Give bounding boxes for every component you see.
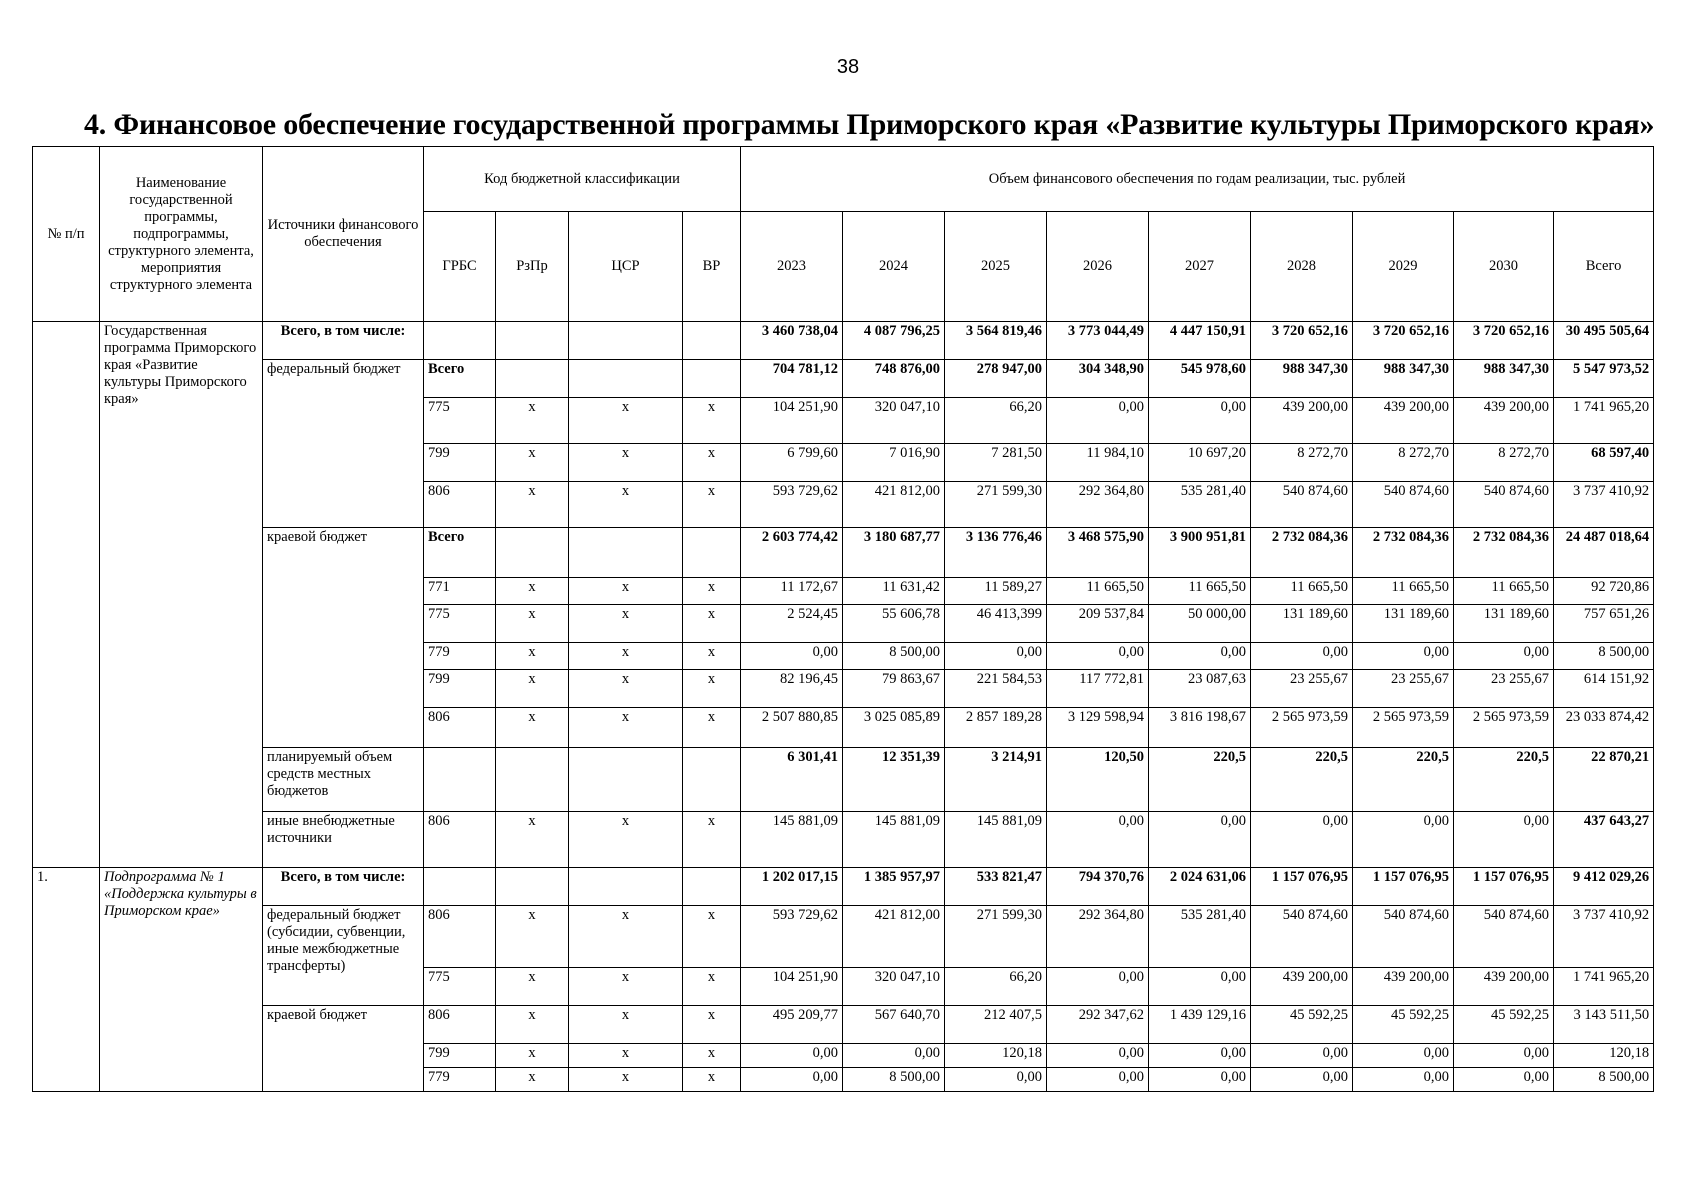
vr-cell: х xyxy=(683,968,741,1006)
vr-cell: х xyxy=(683,1068,741,1092)
grbs-cell: 775 xyxy=(424,968,496,1006)
year-value-cell: 2 565 973,59 xyxy=(1353,708,1454,748)
year-value-cell: 11 665,50 xyxy=(1251,578,1353,605)
year-value-cell: 292 347,62 xyxy=(1047,1006,1149,1044)
empty-cell xyxy=(496,528,569,578)
year-value-cell: 11 631,42 xyxy=(843,578,945,605)
year-value-cell: 10 697,20 xyxy=(1149,444,1251,482)
year-value-cell: 220,5 xyxy=(1353,748,1454,812)
year-value-cell: 0,00 xyxy=(1047,968,1149,1006)
year-value-cell: 439 200,00 xyxy=(1454,398,1554,444)
csr-cell: х xyxy=(569,968,683,1006)
year-value-cell: 11 665,50 xyxy=(1454,578,1554,605)
year-value-cell: 439 200,00 xyxy=(1353,398,1454,444)
year-value-cell: 0,00 xyxy=(1454,1044,1554,1068)
table-body xyxy=(33,147,1654,1092)
year-value-cell: 220,5 xyxy=(1454,748,1554,812)
csr-cell: х xyxy=(569,578,683,605)
year-value-cell: 4 087 796,25 xyxy=(843,322,945,360)
year-value-cell: 0,00 xyxy=(741,643,843,670)
rzpr-cell: х xyxy=(496,1044,569,1068)
header-grbs: ГРБС xyxy=(424,212,496,322)
empty-cell xyxy=(683,322,741,360)
vr-cell: х xyxy=(683,670,741,708)
empty-cell xyxy=(683,868,741,906)
header-rzpr: РзПр xyxy=(496,212,569,322)
year-value-cell: 540 874,60 xyxy=(1251,906,1353,968)
csr-cell: х xyxy=(569,1006,683,1044)
year-value-cell: 1 202 017,15 xyxy=(741,868,843,906)
year-value-cell: 2 732 084,36 xyxy=(1353,528,1454,578)
csr-cell: х xyxy=(569,906,683,968)
vr-cell: х xyxy=(683,708,741,748)
year-value-cell: 23 087,63 xyxy=(1149,670,1251,708)
csr-cell: х xyxy=(569,812,683,868)
year-value-cell: 567 640,70 xyxy=(843,1006,945,1044)
grbs-cell: 799 xyxy=(424,670,496,708)
total-value-cell: 22 870,21 xyxy=(1554,748,1654,812)
year-value-cell: 212 407,5 xyxy=(945,1006,1047,1044)
table-row xyxy=(33,322,1654,360)
year-value-cell: 535 281,40 xyxy=(1149,482,1251,528)
header-year: 2023 xyxy=(741,212,843,322)
year-value-cell: 0,00 xyxy=(945,1068,1047,1092)
total-value-cell: 120,18 xyxy=(1554,1044,1654,1068)
year-value-cell: 8 500,00 xyxy=(843,643,945,670)
year-value-cell: 0,00 xyxy=(843,1044,945,1068)
empty-cell xyxy=(683,528,741,578)
vr-cell: х xyxy=(683,578,741,605)
year-value-cell: 120,50 xyxy=(1047,748,1149,812)
total-value-cell: 1 741 965,20 xyxy=(1554,968,1654,1006)
grbs-cell: 779 xyxy=(424,1068,496,1092)
source-federal: федеральный бюджет (субсидии, субвенции, иные межбюджетные трансферты) xyxy=(263,906,424,1006)
year-value-cell: 2 603 774,42 xyxy=(741,528,843,578)
program-name: Государственная программа Приморского края «Развитие культуры Приморского края» xyxy=(100,322,263,868)
year-value-cell: 220,5 xyxy=(1149,748,1251,812)
grbs-cell: 799 xyxy=(424,1044,496,1068)
year-value-cell: 0,00 xyxy=(1149,1068,1251,1092)
vr-cell: х xyxy=(683,605,741,643)
year-value-cell: 988 347,30 xyxy=(1353,360,1454,398)
year-value-cell: 0,00 xyxy=(1047,812,1149,868)
page-number: 38 xyxy=(836,56,860,78)
year-value-cell: 117 772,81 xyxy=(1047,670,1149,708)
year-value-cell: 421 812,00 xyxy=(843,482,945,528)
rzpr-cell: х xyxy=(496,643,569,670)
year-value-cell: 1 157 076,95 xyxy=(1353,868,1454,906)
year-value-cell: 0,00 xyxy=(1047,643,1149,670)
year-value-cell: 540 874,60 xyxy=(1454,906,1554,968)
source-other: иные внебюджетные источники xyxy=(263,812,424,868)
year-value-cell: 11 172,67 xyxy=(741,578,843,605)
year-value-cell: 2 524,45 xyxy=(741,605,843,643)
empty-cell xyxy=(424,322,496,360)
total-value-cell: 3 737 410,92 xyxy=(1554,482,1654,528)
rzpr-cell: х xyxy=(496,398,569,444)
year-value-cell: 131 189,60 xyxy=(1251,605,1353,643)
year-value-cell: 3 460 738,04 xyxy=(741,322,843,360)
empty-cell xyxy=(683,360,741,398)
csr-cell: х xyxy=(569,643,683,670)
year-value-cell: 11 589,27 xyxy=(945,578,1047,605)
year-value-cell: 593 729,62 xyxy=(741,482,843,528)
year-value-cell: 545 978,60 xyxy=(1149,360,1251,398)
year-value-cell: 0,00 xyxy=(1149,968,1251,1006)
year-value-cell: 0,00 xyxy=(1149,1044,1251,1068)
rzpr-cell: х xyxy=(496,444,569,482)
empty-cell xyxy=(683,748,741,812)
year-value-cell: 0,00 xyxy=(741,1044,843,1068)
total-value-cell: 5 547 973,52 xyxy=(1554,360,1654,398)
csr-cell: х xyxy=(569,398,683,444)
year-value-cell: 0,00 xyxy=(1251,643,1353,670)
year-value-cell: 278 947,00 xyxy=(945,360,1047,398)
year-value-cell: 145 881,09 xyxy=(843,812,945,868)
csr-cell: х xyxy=(569,708,683,748)
grbs-cell: 799 xyxy=(424,444,496,482)
year-value-cell: 0,00 xyxy=(1353,812,1454,868)
year-value-cell: 439 200,00 xyxy=(1454,968,1554,1006)
year-value-cell: 11 665,50 xyxy=(1353,578,1454,605)
year-value-cell: 320 047,10 xyxy=(843,398,945,444)
year-value-cell: 988 347,30 xyxy=(1251,360,1353,398)
financing-table xyxy=(32,146,1654,1092)
year-value-cell: 50 000,00 xyxy=(1149,605,1251,643)
year-value-cell: 1 385 957,97 xyxy=(843,868,945,906)
header-source: Источники финансового обеспечения xyxy=(263,147,424,322)
year-value-cell: 0,00 xyxy=(1353,1044,1454,1068)
header-year: 2027 xyxy=(1149,212,1251,322)
year-value-cell: 104 251,90 xyxy=(741,398,843,444)
total-value-cell: 614 151,92 xyxy=(1554,670,1654,708)
rzpr-cell: х xyxy=(496,1068,569,1092)
header-num: № п/п xyxy=(33,147,100,322)
year-value-cell: 0,00 xyxy=(1047,1068,1149,1092)
grbs-cell: 806 xyxy=(424,1006,496,1044)
year-value-cell: 6 799,60 xyxy=(741,444,843,482)
year-value-cell: 0,00 xyxy=(741,1068,843,1092)
vr-cell: х xyxy=(683,482,741,528)
year-value-cell: 0,00 xyxy=(1149,643,1251,670)
header-code-group: Код бюджетной классификации xyxy=(424,147,741,212)
total-value-cell: 3 737 410,92 xyxy=(1554,906,1654,968)
year-value-cell: 439 200,00 xyxy=(1251,968,1353,1006)
year-value-cell: 3 564 819,46 xyxy=(945,322,1047,360)
year-value-cell: 3 025 085,89 xyxy=(843,708,945,748)
subprogram-num: 1. xyxy=(33,868,100,1092)
year-value-cell: 82 196,45 xyxy=(741,670,843,708)
year-value-cell: 0,00 xyxy=(1149,398,1251,444)
csr-cell: х xyxy=(569,670,683,708)
year-value-cell: 439 200,00 xyxy=(1353,968,1454,1006)
empty-cell xyxy=(569,528,683,578)
rzpr-cell: х xyxy=(496,670,569,708)
year-value-cell: 8 272,70 xyxy=(1251,444,1353,482)
vr-cell: х xyxy=(683,1006,741,1044)
grbs-cell: Всего xyxy=(424,528,496,578)
rzpr-cell: х xyxy=(496,968,569,1006)
header-name: Наименование государственной программы, подпрограммы, структурного элемента, мероприятия структурного элемента xyxy=(100,147,263,322)
year-value-cell: 3 900 951,81 xyxy=(1149,528,1251,578)
empty-cell xyxy=(569,868,683,906)
header-total: Всего xyxy=(1554,212,1654,322)
year-value-cell: 439 200,00 xyxy=(1251,398,1353,444)
year-value-cell: 8 272,70 xyxy=(1454,444,1554,482)
year-value-cell: 0,00 xyxy=(1454,1068,1554,1092)
year-value-cell: 145 881,09 xyxy=(741,812,843,868)
year-value-cell: 292 364,80 xyxy=(1047,482,1149,528)
year-value-cell: 495 209,77 xyxy=(741,1006,843,1044)
source-regional: краевой бюджет xyxy=(263,528,424,748)
vr-cell: х xyxy=(683,812,741,868)
rzpr-cell: х xyxy=(496,906,569,968)
grbs-cell: 775 xyxy=(424,605,496,643)
year-value-cell: 2 024 631,06 xyxy=(1149,868,1251,906)
header-year: 2025 xyxy=(945,212,1047,322)
year-value-cell: 66,20 xyxy=(945,968,1047,1006)
empty-cell xyxy=(496,360,569,398)
vr-cell: х xyxy=(683,398,741,444)
year-value-cell: 23 255,67 xyxy=(1454,670,1554,708)
total-value-cell: 30 495 505,64 xyxy=(1554,322,1654,360)
year-value-cell: 131 189,60 xyxy=(1454,605,1554,643)
rzpr-cell: х xyxy=(496,1006,569,1044)
grbs-cell: 806 xyxy=(424,906,496,968)
year-value-cell: 593 729,62 xyxy=(741,906,843,968)
grbs-cell: Всего xyxy=(424,360,496,398)
subprogram-name: Подпрограмма № 1 «Поддержка культуры в Приморском крае» xyxy=(100,868,263,1092)
table-row xyxy=(33,528,1654,578)
year-value-cell: 320 047,10 xyxy=(843,968,945,1006)
rzpr-cell: х xyxy=(496,812,569,868)
empty-cell xyxy=(496,748,569,812)
vr-cell: х xyxy=(683,1044,741,1068)
header-year: 2030 xyxy=(1454,212,1554,322)
grbs-cell: 779 xyxy=(424,643,496,670)
year-value-cell: 11 665,50 xyxy=(1149,578,1251,605)
csr-cell: х xyxy=(569,605,683,643)
empty-cell xyxy=(496,868,569,906)
total-value-cell: 8 500,00 xyxy=(1554,1068,1654,1092)
grbs-cell: 806 xyxy=(424,708,496,748)
total-value-cell: 68 597,40 xyxy=(1554,444,1654,482)
year-value-cell: 11 984,10 xyxy=(1047,444,1149,482)
year-value-cell: 2 565 973,59 xyxy=(1454,708,1554,748)
year-value-cell: 220,5 xyxy=(1251,748,1353,812)
year-value-cell: 11 665,50 xyxy=(1047,578,1149,605)
table-row xyxy=(33,906,1654,968)
year-value-cell: 3 720 652,16 xyxy=(1251,322,1353,360)
total-value-cell: 9 412 029,26 xyxy=(1554,868,1654,906)
csr-cell: х xyxy=(569,482,683,528)
year-value-cell: 131 189,60 xyxy=(1353,605,1454,643)
year-value-cell: 23 255,67 xyxy=(1251,670,1353,708)
total-value-cell: 8 500,00 xyxy=(1554,643,1654,670)
year-value-cell: 45 592,25 xyxy=(1353,1006,1454,1044)
year-value-cell: 3 468 575,90 xyxy=(1047,528,1149,578)
year-value-cell: 1 439 129,16 xyxy=(1149,1006,1251,1044)
year-value-cell: 0,00 xyxy=(945,643,1047,670)
year-value-cell: 55 606,78 xyxy=(843,605,945,643)
empty-cell xyxy=(569,748,683,812)
source-total-label: Всего, в том числе: xyxy=(263,322,424,360)
header-year: 2024 xyxy=(843,212,945,322)
year-value-cell: 2 732 084,36 xyxy=(1251,528,1353,578)
empty-cell xyxy=(424,748,496,812)
rzpr-cell: х xyxy=(496,482,569,528)
year-value-cell: 0,00 xyxy=(1047,1044,1149,1068)
source-total-label: Всего, в том числе: xyxy=(263,868,424,906)
year-value-cell: 3 816 198,67 xyxy=(1149,708,1251,748)
table-row xyxy=(33,360,1654,398)
grbs-cell: 806 xyxy=(424,812,496,868)
header-vr: ВР xyxy=(683,212,741,322)
year-value-cell: 271 599,30 xyxy=(945,482,1047,528)
header-volume-group: Объем финансового обеспечения по годам реализации, тыс. рублей xyxy=(741,147,1654,212)
year-value-cell: 3 136 776,46 xyxy=(945,528,1047,578)
year-value-cell: 0,00 xyxy=(1454,643,1554,670)
year-value-cell: 304 348,90 xyxy=(1047,360,1149,398)
year-value-cell: 8 500,00 xyxy=(843,1068,945,1092)
year-value-cell: 120,18 xyxy=(945,1044,1047,1068)
year-value-cell: 421 812,00 xyxy=(843,906,945,968)
year-value-cell: 0,00 xyxy=(1251,812,1353,868)
year-value-cell: 45 592,25 xyxy=(1454,1006,1554,1044)
total-value-cell: 757 651,26 xyxy=(1554,605,1654,643)
year-value-cell: 79 863,67 xyxy=(843,670,945,708)
year-value-cell: 7 016,90 xyxy=(843,444,945,482)
year-value-cell: 8 272,70 xyxy=(1353,444,1454,482)
year-value-cell: 0,00 xyxy=(1047,398,1149,444)
year-value-cell: 2 507 880,85 xyxy=(741,708,843,748)
year-value-cell: 4 447 150,91 xyxy=(1149,322,1251,360)
year-value-cell: 0,00 xyxy=(1353,1068,1454,1092)
header-year: 2026 xyxy=(1047,212,1149,322)
total-value-cell: 1 741 965,20 xyxy=(1554,398,1654,444)
empty-cell xyxy=(569,360,683,398)
grbs-cell: 775 xyxy=(424,398,496,444)
year-value-cell: 3 129 598,94 xyxy=(1047,708,1149,748)
year-value-cell: 1 157 076,95 xyxy=(1454,868,1554,906)
year-value-cell: 0,00 xyxy=(1353,643,1454,670)
year-value-cell: 0,00 xyxy=(1149,812,1251,868)
year-value-cell: 66,20 xyxy=(945,398,1047,444)
header-year: 2028 xyxy=(1251,212,1353,322)
empty-cell xyxy=(496,322,569,360)
year-value-cell: 704 781,12 xyxy=(741,360,843,398)
total-value-cell: 24 487 018,64 xyxy=(1554,528,1654,578)
vr-cell: х xyxy=(683,906,741,968)
csr-cell: х xyxy=(569,1044,683,1068)
year-value-cell: 2 565 973,59 xyxy=(1251,708,1353,748)
header-year: 2029 xyxy=(1353,212,1454,322)
year-value-cell: 533 821,47 xyxy=(945,868,1047,906)
program-num-cell xyxy=(33,322,100,868)
year-value-cell: 46 413,399 xyxy=(945,605,1047,643)
year-value-cell: 3 180 687,77 xyxy=(843,528,945,578)
year-value-cell: 540 874,60 xyxy=(1353,906,1454,968)
total-value-cell: 437 643,27 xyxy=(1554,812,1654,868)
total-value-cell: 92 720,86 xyxy=(1554,578,1654,605)
year-value-cell: 221 584,53 xyxy=(945,670,1047,708)
rzpr-cell: х xyxy=(496,708,569,748)
year-value-cell: 6 301,41 xyxy=(741,748,843,812)
rzpr-cell: х xyxy=(496,578,569,605)
year-value-cell: 7 281,50 xyxy=(945,444,1047,482)
year-value-cell: 794 370,76 xyxy=(1047,868,1149,906)
year-value-cell: 748 876,00 xyxy=(843,360,945,398)
year-value-cell: 104 251,90 xyxy=(741,968,843,1006)
year-value-cell: 988 347,30 xyxy=(1454,360,1554,398)
year-value-cell: 1 157 076,95 xyxy=(1251,868,1353,906)
year-value-cell: 540 874,60 xyxy=(1353,482,1454,528)
year-value-cell: 12 351,39 xyxy=(843,748,945,812)
csr-cell: х xyxy=(569,444,683,482)
rzpr-cell: х xyxy=(496,605,569,643)
year-value-cell: 0,00 xyxy=(1251,1044,1353,1068)
year-value-cell: 3 720 652,16 xyxy=(1454,322,1554,360)
source-regional: краевой бюджет xyxy=(263,1006,424,1092)
year-value-cell: 3 720 652,16 xyxy=(1353,322,1454,360)
year-value-cell: 3 773 044,49 xyxy=(1047,322,1149,360)
year-value-cell: 535 281,40 xyxy=(1149,906,1251,968)
total-value-cell: 3 143 511,50 xyxy=(1554,1006,1654,1044)
csr-cell: х xyxy=(569,1068,683,1092)
year-value-cell: 0,00 xyxy=(1251,1068,1353,1092)
year-value-cell: 540 874,60 xyxy=(1251,482,1353,528)
grbs-cell: 806 xyxy=(424,482,496,528)
empty-cell xyxy=(424,868,496,906)
grbs-cell: 771 xyxy=(424,578,496,605)
document-title: 4. Финансовое обеспечение государственной программы Приморского края «Развитие культуры Приморского края» xyxy=(84,108,1655,141)
vr-cell: х xyxy=(683,444,741,482)
year-value-cell: 209 537,84 xyxy=(1047,605,1149,643)
year-value-cell: 23 255,67 xyxy=(1353,670,1454,708)
table-row xyxy=(33,868,1654,906)
table-row xyxy=(33,748,1654,812)
vr-cell: х xyxy=(683,643,741,670)
header-csr: ЦСР xyxy=(569,212,683,322)
year-value-cell: 540 874,60 xyxy=(1454,482,1554,528)
year-value-cell: 45 592,25 xyxy=(1251,1006,1353,1044)
year-value-cell: 271 599,30 xyxy=(945,906,1047,968)
year-value-cell: 2 857 189,28 xyxy=(945,708,1047,748)
year-value-cell: 292 364,80 xyxy=(1047,906,1149,968)
empty-cell xyxy=(569,322,683,360)
table-row xyxy=(33,812,1654,868)
source-local: планируемый объем средств местных бюджетов xyxy=(263,748,424,812)
source-federal: федеральный бюджет xyxy=(263,360,424,528)
table-row xyxy=(33,1006,1654,1044)
year-value-cell: 2 732 084,36 xyxy=(1454,528,1554,578)
year-value-cell: 3 214,91 xyxy=(945,748,1047,812)
year-value-cell: 145 881,09 xyxy=(945,812,1047,868)
year-value-cell: 0,00 xyxy=(1454,812,1554,868)
total-value-cell: 23 033 874,42 xyxy=(1554,708,1654,748)
